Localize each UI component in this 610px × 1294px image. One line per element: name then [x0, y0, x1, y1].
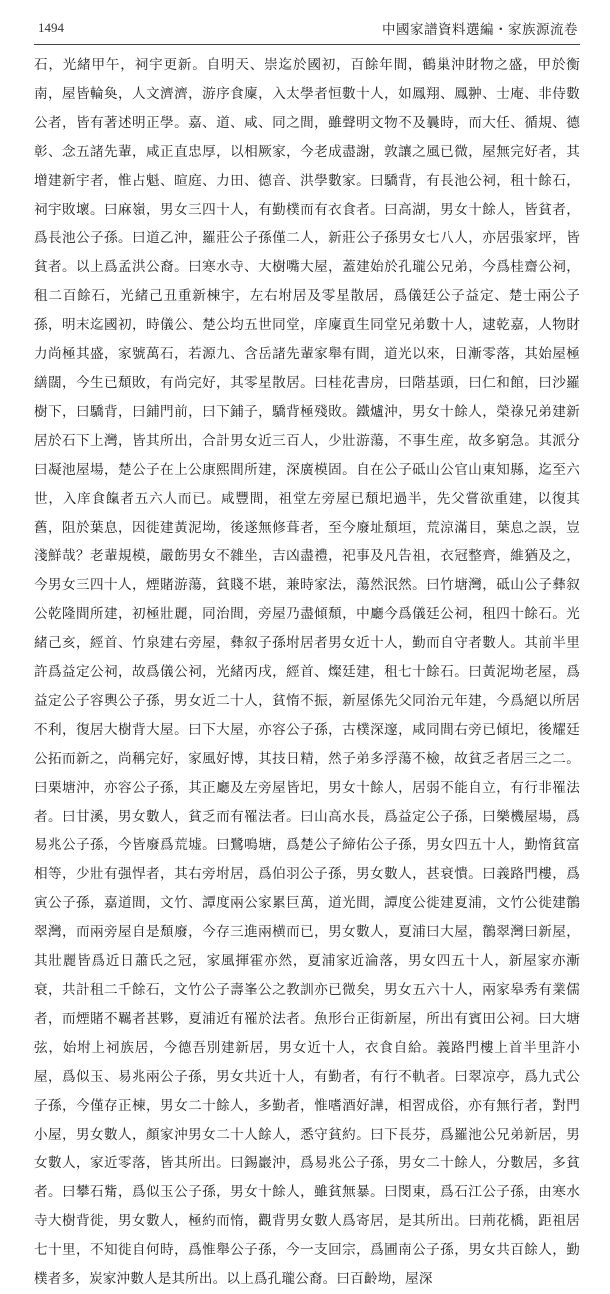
- page-number: 1494: [38, 20, 64, 35]
- body-text: 石，光緒甲午，祠宇更新。自明天、崇迄於國初，百餘年間，鶴巢沖財物之盛，甲於衡南，屋皆輪奐，人文濟濟，游序食廩，入太學者恒數十人，如鳳翔、鳳翀、士庵、非侍數公者，皆有著述明正學。嘉、道、咸、同之間，雖聲明文物不及曩時，而大任、循規、德彰、念五諸先輩，咸正直忠厚，以相厥家，今老成盡謝，敦讓之風已微，屋無完好者，其增建新宇者，惟占魁、暄庭、力田、德音、洪學數家。曰驕背，有長池公祠，租十餘石，祠宇敗壞。曰麻嶺，男女三四十人，有勤樸而有衣食者。曰高湖，男女十餘人，皆貧者，爲長池公子孫。曰道乙沖，羅莊公子孫僅二人，新莊公子孫男女七八人，亦居張家坪，皆貧者。以上爲孟洪公裔。曰寒水寺、大樹嘴大屋，蓋建始於孔瓏公兄弟，今爲桂齋公祠，租二百餘石，光緒己丑重新棟宇，左右坿居及零星散居，爲儀廷公子益定、楚士兩公子孫，明末迄國初，時儀公、楚公均五世同堂，庠廩貢生同堂兄弟數十人，逮乾嘉，人物財力尚極其盛，家號萬石，若源九、含岳諸先輩家舉有間，道光以來，日漸零落，其始屋極繕闊，今生已頹敗，有尚完好，其零星散居。曰桂花書房，曰階基頭，曰仁和館，曰沙羅樹下，曰驕背，曰鋪門前，曰下鋪子，驕背極殘敗。鐵爐沖，男女十餘人，榮祿兄弟建新居於石下上灣，皆其所出，合計男女近三百人，少壯游蕩，不事生産，故多窮急。其派分曰凝池屋場，楚公子在上公康熙間所建，深廣模固。自在公子砥山公官山東知縣，迄至六世，入庠食餼者五六人而已。咸豐間，祖堂左旁屋已頹圯過半，先父嘗欲重建，以復其舊，阻於葉息，因徙建黃泥坳，後遂無修葺者，至今廢址頹垣，荒涼滿目，葉息之誤，豈淺鮮哉？老輩規模，嚴飭男女不雜坐，吉凶盡禮，祀事及凡告祖，衣冠整齊，維猶及之，今男女三四十人，煙賭游蕩，貧賤不堪，兼時家法，蕩然泯然。曰竹塘灣，砥山公子彝叙公乾隆間所建，初極壯麗，同治間，旁屋乃盡傾頹，中廳今爲儀廷公祠，租四十餘石。光緒己亥，經首、竹泉建右旁屋，彝叙子孫坿居者男女近十人，勤而自守者數人。其前半里許爲益定公祠，故爲儀公祠，光緒丙戌，經首、燦廷建，租七十餘石。曰黃泥坳老屋，爲益定公子容輿公子孫，男女近二十人，貧惰不振，新屋係先父同治元年建，今爲絕以所居不利，復居大樹背大屋。曰下大屋，亦容公子孫，古樸深邃，咸同間右旁已傾圯，後耀廷公拓而新之，尚稱完好，家風好博，其技日精，然子弟多浮蕩不檢，故貧乏者居三之二。曰栗塘沖，亦容公子孫，其正廳及左旁屋皆圯，男女十餘人，居弱不能自立，有行非罹法者。曰甘溪，男女數人，貧乏而有罹法者。曰山高水長，爲益定公子孫，曰樂機屋場，爲易兆公子孫，今皆廢爲荒墟。曰鷺鳴塘，爲楚公子締佑公子孫，男女四五十人，勤惰貧富相等，少壯有强悍者，其右旁坿居，爲伯羽公子孫，男女數人，甚衰憒。曰義路門樓，爲寅公子孫，嘉道間，文竹、譚度兩公家累巨萬，道光間，譚度公徙建夏浦，文竹公徙建鶺翠灣，而兩旁屋自是頹廢，今存三進兩横而已，男女數人，夏浦曰大屋，鶺翠灣曰新屋，其壯麗皆爲近日蕭氏之冠，家風揮霍亦然，夏浦家近淪落，男女四五十人，新屋家亦漸衰，共計租二千餘石，文竹公子壽峯公之教訓亦已微矣，男女五六十人，兩家皋秀有業儒者，而煙賭不羈者甚夥，夏浦近有罹於法者。魚形台正街新屋，所出有賓田公祠。曰大塘弦，始坿上祠族居，今德吾別建新居，男女近十人，衣食自給。義路門樓上首半里許小屋，爲似玉、易兆兩公子孫，男女共近十人，有勤者，有行不軌者。曰翠凉亭，爲九式公子孫，今僅存正棟，男女二十餘人，多勤者，惟嗜酒好譁，相習成俗，亦有無行者，對門小屋，男女數人，顏家沖男女二十人餘人，悉守貧約。曰下長芬，爲羅池公兄弟新居，男女數人，家近零落，皆其所出。曰錫巖沖，爲易兆公子孫，男女二十餘人，分數居，多貧者。曰攀石觜，爲似玉公子孫，男女十餘人，雖貧無暴。曰閔東，爲石江公子孫，由寒水寺大樹背徙，男女數人，極約而惰，觀背男女數人爲寄居，是其所出。曰荊花橋，距祖居七十里，不知徙自何時，爲惟舉公子孫，今一支回宗，爲圃南公子孫，男女共百餘人，勤樸者多，炭家沖數人是其所出。以上爲孔瓏公裔。曰百齡坳，屋深: [34, 57, 580, 1288]
- page-header: [34, 0, 580, 45]
- running-title: 中國家譜資料選編・家族源流卷: [382, 22, 578, 38]
